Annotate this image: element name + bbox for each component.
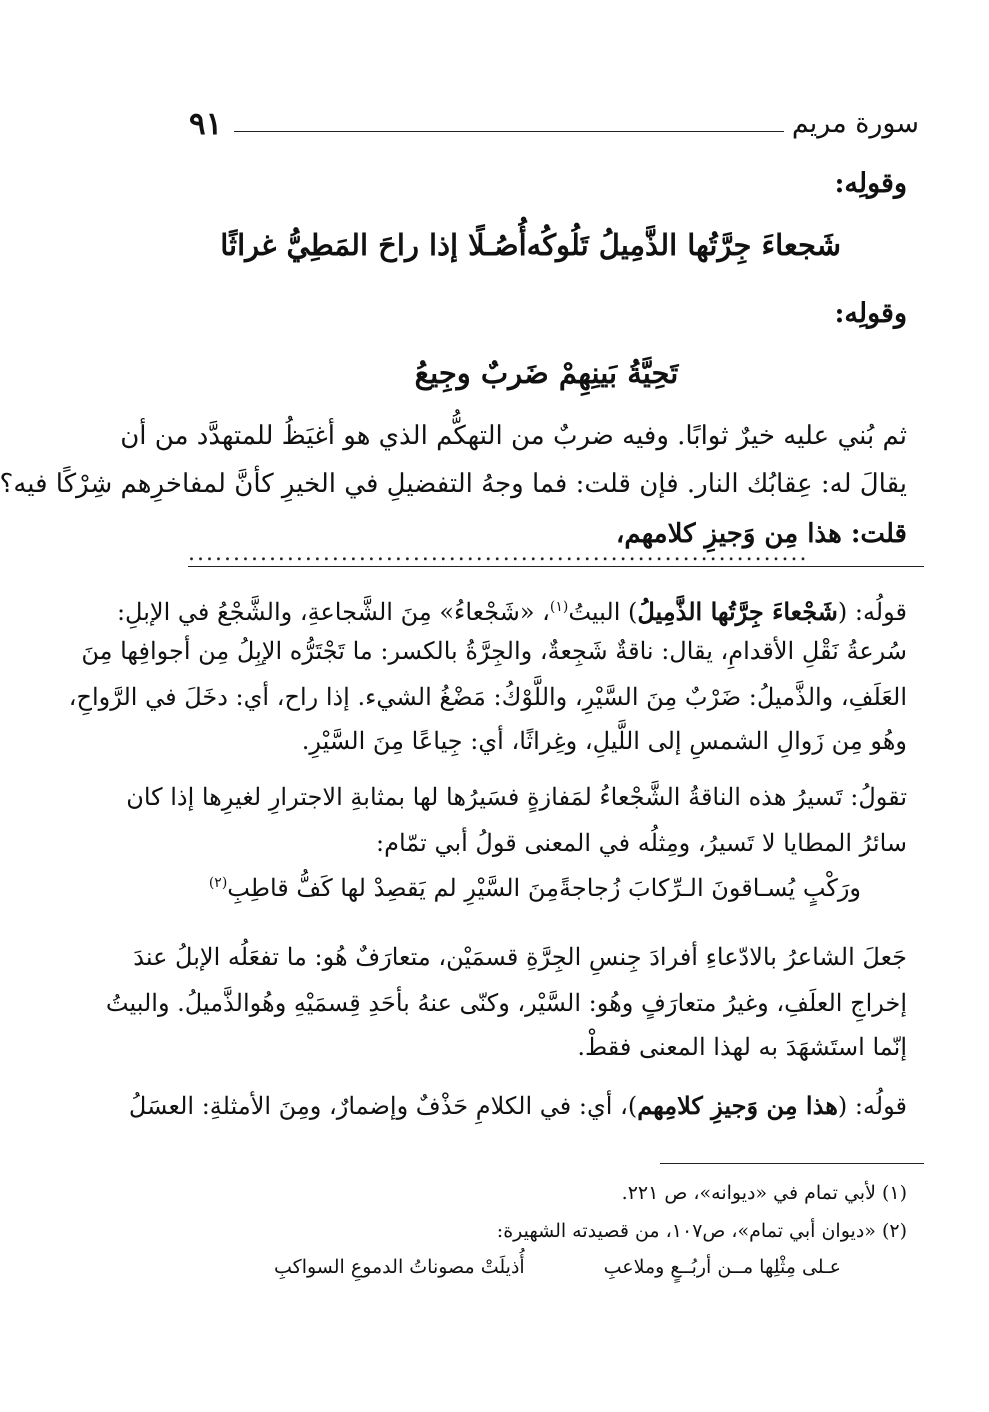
commentary-line: جَعلَ الشاعرُ بالادّعاءِ أفرادَ جِنسِ الجِرَّةِ قسمَيْن، متعارَفٌ هُو: ما تفعَلُه الإبلُ عندَ [133, 943, 907, 971]
prose-line-bold: قلت: هذا مِن وَجيزِ كلامهم، [616, 519, 907, 549]
hemistich-text: مِنَ السَّيْرِ لم يَقصِدْ لها كَفُّ قاطِبِ [227, 874, 559, 902]
footnote-2: (٢) «ديوان أبي تمام»، ص١٠٧، من قصيدته الشهيرة: [496, 1220, 907, 1242]
commentary-line: إنّما استَشهَدَ به لهذا المعنى فقطْ. [577, 1033, 907, 1061]
commentary-text: قولُه: ( [837, 598, 907, 626]
verse-1 [220, 228, 841, 262]
page-number: ٩١ [189, 106, 223, 142]
intro-line-2: وقولِه: [834, 298, 907, 329]
footnote-marker: (١) [549, 599, 569, 615]
commentary-line: سائرُ المطايا لا تَسيرُ، ومِثلُه في المعنى قولُ أبي تمّام: [376, 829, 907, 857]
commentary-line: سُرعةُ نَقْلِ الأقدامِ، يقال: ناقةٌ شَجِعةٌ، والجِرَّةُ بالكسر: ما تَجْتَرُّه الإبِلُ مِن أجوافِها مِنَ [81, 637, 907, 665]
running-header [189, 104, 919, 144]
dotted-leader: ..................................................................... [188, 541, 809, 566]
header-rule [234, 131, 784, 132]
commentary-text: ) البيتُ [568, 598, 638, 626]
footnote-marker: (٢) [208, 875, 228, 891]
commentary-line [129, 1080, 907, 1132]
footnote-1: (١) لأبي تمام في «ديوانه»، ص ٢٢١. [621, 1182, 907, 1204]
hemistich-text: ورَكْبٍ يُسـاقونَ الـرِّكابَ زُجاجةً [558, 874, 861, 902]
quoted-phrase: شَجْعاءَ جِرَّتُها الذَّمِيلُ [637, 597, 838, 626]
text-commentary-divider [188, 566, 924, 567]
quoted-phrase: هذا مِن وَجيزِ كلامِهم [637, 1091, 838, 1120]
intro-line-1: وقولِه: [834, 168, 907, 199]
commentary-line: تقولُ: تَسيرُ هذه الناقةُ الشَّجْعاءُ لمَفازةٍ فسَيرُها لها بمثابةِ الاجترارِ لغيرِها إذا كان [126, 783, 907, 811]
verse-1-second-hemistich: أُصُـلًا إذا راحَ المَطِيُّ غراثًا [220, 228, 527, 262]
footnote-verse [274, 1256, 841, 1278]
commentary-line: إخراجِ العلَفِ، وغيرُ متعارَفٍ وهُو: السَّيْر، وكنّى عنهُ بأحَدِ قِسمَيْهِ وهُوالذَّميلُ. والبيتُ [105, 989, 907, 1017]
footnote-rule [660, 1163, 924, 1164]
surah-title: سورة مريم [791, 108, 919, 139]
commentary-text: ، «شَجْعاءُ» مِنَ الشَّجاعةِ، والشَّجْعُ في الإبلِ: [116, 598, 550, 626]
verse-1-first-hemistich: شَجعاءَ جِرَّتُها الذَّمِيلُ تَلُوكُه [526, 228, 841, 262]
verse-3-second-hemistich [209, 874, 559, 902]
verse-2: تَحِيَّةُ بَينِهِمْ ضَربٌ وجِيعُ [414, 356, 679, 390]
footnote-verse-second-hemistich: أُذيلَتْ مصوناتُ الدموعِ السواكبِ [274, 1256, 525, 1278]
verse-3-first-hemistich [559, 874, 861, 902]
commentary-line: العَلَفِ، والذَّميلُ: ضَرْبٌ مِنَ السَّيْرِ، واللَّوْكُ: مَضْغُ الشيء. إذا راح، أي: دخَلَ في الرَّواحِ، [68, 683, 907, 711]
verse-3 [208, 874, 861, 902]
commentary-text: )، أي: في الكلامِ حَذْفٌ وإضمارٌ، ومِنَ الأمثلةِ: العسَلُ [128, 1092, 638, 1120]
prose-line: ثم بُني عليه خيرٌ ثوابًا. وفيه ضربٌ من التهكُّم الذي هو أغيَظُ للمتهدَّد من أن [120, 421, 907, 451]
commentary-line: وهُو مِن زَوالِ الشمسِ إلى اللَّيلِ، وغِراثًا، أي: جِياعًا مِنَ السَّيْرِ. [301, 727, 907, 755]
footnote-verse-first-hemistich: عـلى مِثْلِها مــن أربُــعٍ وملاعبِ [603, 1256, 841, 1278]
prose-line: يقالَ له: عِقابُك النار. فإن قلت: فما وجهُ التفضيلِ في الخيرِ كأنَّ لمفاخرِهم شِرْكًا فيه؟ [0, 469, 907, 499]
commentary-text: قولُه: ( [837, 1092, 907, 1120]
